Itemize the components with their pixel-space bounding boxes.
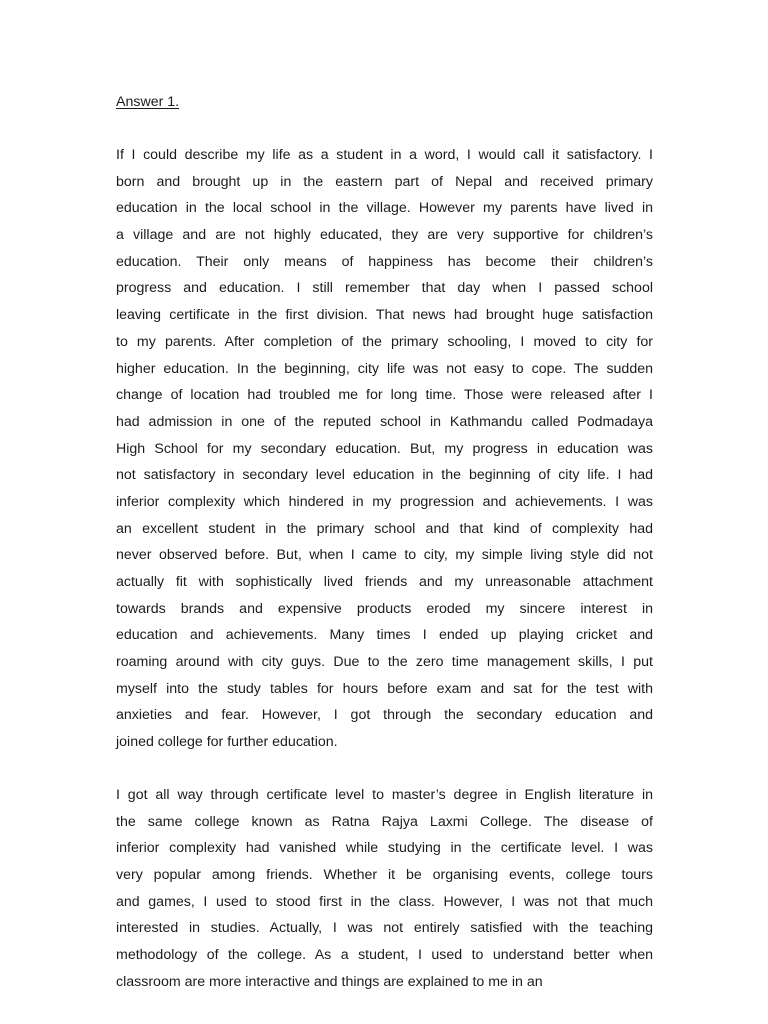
paragraph-line: interested in studies. Actually, I was not entirely satisfied with the teaching	[116, 920, 653, 937]
paragraph-line: very popular among friends. Whether it be organising events, college tours	[116, 867, 653, 884]
paragraph-line: change of location had troubled me for long time. Those were released after I	[116, 387, 653, 404]
paragraph-line: had admission in one of the reputed school in Kathmandu called Podmadaya	[116, 413, 653, 430]
paragraph-line: leaving certificate in the first division. That news had brought huge satisfaction	[116, 307, 653, 324]
paragraph-1	[116, 142, 653, 756]
paragraph-line: High School for my secondary education. But, my progress in education was	[116, 440, 653, 457]
paragraph-line: and games, I used to stood first in the class. However, I was not that much	[116, 893, 653, 910]
paragraph-line: education and achievements. Many times I ended up playing cricket and	[116, 627, 653, 644]
paragraph-line: anxieties and fear. However, I got through the secondary education and	[116, 707, 653, 724]
paragraph-line: joined college for further education.	[116, 734, 338, 751]
paragraph-line: higher education. In the beginning, city life was not easy to cope. The sudden	[116, 360, 653, 377]
paragraph-line: roaming around with city guys. Due to the zero time management skills, I put	[116, 654, 653, 671]
paragraph-line: inferior complexity which hindered in my progression and achievements. I was	[116, 493, 653, 510]
paragraph-line: towards brands and expensive products eroded my sincere interest in	[116, 600, 653, 617]
paragraph-line: an excellent student in the primary school and that kind of complexity had	[116, 520, 653, 537]
paragraph-line: a village and are not highly educated, they are very supportive for children’s	[116, 227, 653, 244]
paragraph-line: to my parents. After completion of the primary schooling, I moved to city for	[116, 333, 653, 350]
paragraph-line: education. Their only means of happiness has become their children’s	[116, 253, 653, 270]
paragraph-line: myself into the study tables for hours before exam and sat for the test with	[116, 680, 653, 697]
paragraph-line: the same college known as Ratna Rajya Laxmi College. The disease of	[116, 813, 653, 830]
paragraph-2	[116, 782, 653, 996]
paragraph-line: methodology of the college. As a student, I used to understand better when	[116, 947, 653, 964]
paragraph-line: actually fit with sophistically lived friends and my unreasonable attachment	[116, 574, 653, 590]
paragraph-line: I got all way through certificate level to master’s degree in English literature in	[116, 787, 653, 803]
paragraph-line: inferior complexity had vanished while studying in the certificate level. I was	[116, 840, 653, 857]
paragraph-line: never observed before. But, when I came to city, my simple living style did not	[116, 547, 653, 564]
answer-heading: Answer 1.	[116, 94, 180, 110]
paragraph-line: If I could describe my life as a student in a word, I would call it satisfactory. I	[116, 147, 653, 163]
paragraph-line: progress and education. I still remember that day when I passed school	[116, 280, 653, 297]
paragraph-line: not satisfactory in secondary level education in the beginning of city life. I had	[116, 467, 653, 484]
paragraph-line: born and brought up in the eastern part of Nepal and received primary	[116, 173, 653, 190]
paragraph-line: classroom are more interactive and things are explained to me in an	[116, 973, 543, 990]
paragraph-line: education in the local school in the village. However my parents have lived in	[116, 200, 653, 217]
